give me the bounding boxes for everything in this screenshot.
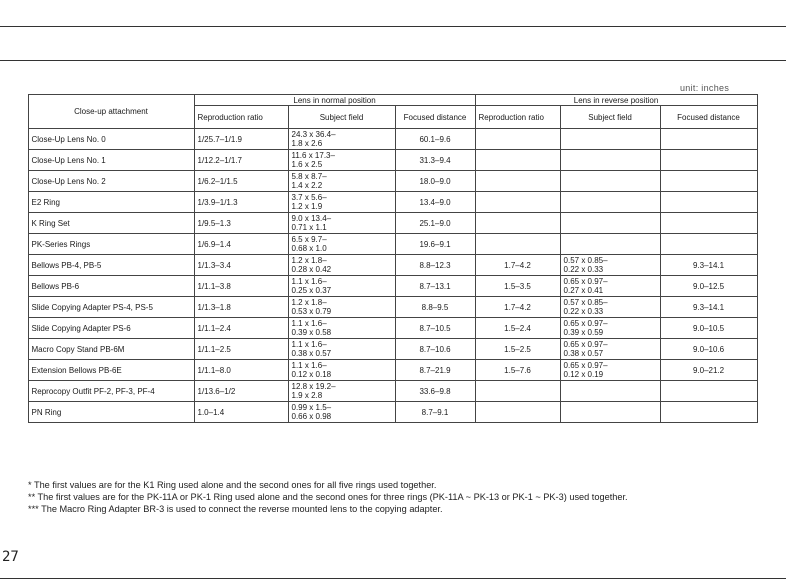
reverse-subject-field — [560, 381, 660, 402]
normal-repro-ratio: 1/1.3–1.8 — [194, 297, 288, 318]
header-attachment: Close-up attachment — [28, 95, 194, 129]
header-reverse-repro: Reproduction ratio — [475, 106, 560, 129]
reverse-repro-ratio: 1.5–2.5 — [475, 339, 560, 360]
reverse-repro-ratio — [475, 129, 560, 150]
attachment-name: Extension Bellows PB-6E — [28, 360, 194, 381]
reverse-repro-ratio: 1.7–4.2 — [475, 255, 560, 276]
table-row — [28, 255, 757, 276]
table-row — [28, 171, 757, 192]
table-row — [28, 318, 757, 339]
normal-subject-field-line-2: 1.8 x 2.6 — [291, 139, 323, 148]
attachment-name: Slide Copying Adapter PS-6 — [28, 318, 194, 339]
normal-subject-field-line-1: 1.1 x 1.6– — [291, 319, 327, 328]
normal-subject-field — [288, 255, 395, 276]
reverse-repro-ratio — [475, 171, 560, 192]
reverse-subject-field — [560, 402, 660, 423]
normal-repro-ratio: 1/6.2–1/1.5 — [194, 171, 288, 192]
normal-focused-distance: 8.7–21.9 — [395, 360, 475, 381]
header-reverse-focused: Focused distance — [660, 106, 757, 129]
reverse-repro-ratio — [475, 150, 560, 171]
attachment-name: K Ring Set — [28, 213, 194, 234]
reverse-focused-distance: 9.0–10.5 — [660, 318, 757, 339]
normal-focused-distance: 19.6–9.1 — [395, 234, 475, 255]
header-normal-repro: Reproduction ratio — [194, 106, 288, 129]
normal-subject-field-line-2: 0.71 x 1.1 — [291, 223, 327, 232]
normal-focused-distance: 8.8–12.3 — [395, 255, 475, 276]
reverse-subject-field-line-1: 0.65 x 0.97– — [563, 340, 608, 349]
attachment-name: Slide Copying Adapter PS-4, PS-5 — [28, 297, 194, 318]
reverse-focused-distance — [660, 234, 757, 255]
normal-subject-field-line-2: 1.6 x 2.5 — [291, 160, 323, 169]
normal-focused-distance: 13.4–9.0 — [395, 192, 475, 213]
normal-subject-field-line-2: 1.4 x 2.2 — [291, 181, 323, 190]
reverse-focused-distance — [660, 381, 757, 402]
normal-subject-field-line-1: 0.99 x 1.5– — [291, 403, 332, 412]
reverse-subject-field — [560, 339, 660, 360]
normal-focused-distance: 8.7–9.1 — [395, 402, 475, 423]
normal-focused-distance: 31.3–9.4 — [395, 150, 475, 171]
normal-focused-distance: 8.7–13.1 — [395, 276, 475, 297]
normal-subject-field — [288, 402, 395, 423]
reverse-subject-field-line-2: 0.38 x 0.57 — [563, 349, 604, 358]
reverse-focused-distance — [660, 171, 757, 192]
normal-subject-field — [288, 150, 395, 171]
reverse-subject-field — [560, 297, 660, 318]
attachment-name: Close-Up Lens No. 1 — [28, 150, 194, 171]
normal-subject-field-line-1: 12.8 x 19.2– — [291, 382, 336, 391]
bottom-rule — [0, 578, 786, 579]
normal-focused-distance: 60.1–9.6 — [395, 129, 475, 150]
normal-repro-ratio: 1/1.3–3.4 — [194, 255, 288, 276]
reverse-subject-field — [560, 360, 660, 381]
reverse-subject-field — [560, 276, 660, 297]
normal-subject-field-line-2: 1.9 x 2.8 — [291, 391, 323, 400]
normal-subject-field-line-1: 5.8 x 8.7– — [291, 172, 327, 181]
reverse-subject-field — [560, 171, 660, 192]
table-row — [28, 129, 757, 150]
normal-repro-ratio: 1/1.1–2.5 — [194, 339, 288, 360]
reverse-repro-ratio: 1.5–2.4 — [475, 318, 560, 339]
normal-subject-field — [288, 381, 395, 402]
table-row — [28, 381, 757, 402]
normal-subject-field-line-1: 1.2 x 1.8– — [291, 298, 327, 307]
attachment-name: Bellows PB-4, PB-5 — [28, 255, 194, 276]
table-row — [28, 339, 757, 360]
normal-subject-field-line-2: 1.2 x 1.9 — [291, 202, 323, 211]
table-row — [28, 402, 757, 423]
reverse-focused-distance: 9.0–21.2 — [660, 360, 757, 381]
footnote-1: * The first values are for the K1 Ring used alone and the second ones for all five rings used together. — [28, 480, 437, 490]
normal-focused-distance: 8.7–10.6 — [395, 339, 475, 360]
normal-subject-field — [288, 318, 395, 339]
reverse-focused-distance — [660, 150, 757, 171]
normal-subject-field-line-1: 3.7 x 5.6– — [291, 193, 327, 202]
reverse-subject-field-line-1: 0.57 x 0.85– — [563, 256, 608, 265]
reverse-subject-field-line-2: 0.22 x 0.33 — [563, 265, 604, 274]
normal-focused-distance: 8.8–9.5 — [395, 297, 475, 318]
reverse-repro-ratio — [475, 192, 560, 213]
reverse-focused-distance: 9.3–14.1 — [660, 255, 757, 276]
reverse-subject-field-line-1: 0.65 x 0.97– — [563, 319, 608, 328]
reverse-subject-field-line-2: 0.39 x 0.59 — [563, 328, 604, 337]
table-row — [28, 150, 757, 171]
attachment-name: Bellows PB-6 — [28, 276, 194, 297]
closeup-spec-table — [28, 94, 758, 423]
reverse-repro-ratio: 1.5–7.6 — [475, 360, 560, 381]
footnote-2: ** The first values are for the PK-11A or PK-1 Ring used alone and the second ones for three rings (PK-11A ~ PK-13 or PK-1 ~ PK-3) used together. — [28, 492, 628, 502]
normal-subject-field-line-2: 0.68 x 1.0 — [291, 244, 327, 253]
reverse-subject-field — [560, 234, 660, 255]
normal-focused-distance: 18.0–9.0 — [395, 171, 475, 192]
normal-subject-field-line-1: 1.2 x 1.8– — [291, 256, 327, 265]
normal-subject-field-line-1: 9.0 x 13.4– — [291, 214, 332, 223]
reverse-repro-ratio: 1.5–3.5 — [475, 276, 560, 297]
table-row — [28, 360, 757, 381]
reverse-subject-field-line-2: 0.12 x 0.19 — [563, 370, 604, 379]
reverse-subject-field — [560, 318, 660, 339]
reverse-subject-field-line-2: 0.22 x 0.33 — [563, 307, 604, 316]
normal-focused-distance: 25.1–9.0 — [395, 213, 475, 234]
reverse-subject-field-line-1: 0.57 x 0.85– — [563, 298, 608, 307]
reverse-repro-ratio — [475, 234, 560, 255]
normal-repro-ratio: 1/9.5–1.3 — [194, 213, 288, 234]
footnote-3: *** The Macro Ring Adapter BR-3 is used to connect the reverse mounted lens to the copying adapter. — [28, 504, 443, 514]
attachment-name: Close-Up Lens No. 0 — [28, 129, 194, 150]
reverse-repro-ratio — [475, 381, 560, 402]
reverse-focused-distance — [660, 402, 757, 423]
normal-repro-ratio: 1/12.2–1/1.7 — [194, 150, 288, 171]
normal-subject-field — [288, 234, 395, 255]
reverse-subject-field-line-1: 0.65 x 0.97– — [563, 361, 608, 370]
table-row — [28, 234, 757, 255]
reverse-focused-distance: 9.0–12.5 — [660, 276, 757, 297]
table-row — [28, 213, 757, 234]
reverse-subject-field — [560, 192, 660, 213]
normal-subject-field-line-1: 6.5 x 9.7– — [291, 235, 327, 244]
normal-subject-field — [288, 276, 395, 297]
normal-subject-field-line-1: 1.1 x 1.6– — [291, 277, 327, 286]
reverse-focused-distance: 9.3–14.1 — [660, 297, 757, 318]
table-row — [28, 192, 757, 213]
normal-subject-field-line-2: 0.39 x 0.58 — [291, 328, 332, 337]
normal-subject-field-line-2: 0.28 x 0.42 — [291, 265, 332, 274]
normal-subject-field — [288, 297, 395, 318]
table-row — [28, 297, 757, 318]
normal-repro-ratio: 1/25.7–1/1.9 — [194, 129, 288, 150]
reverse-subject-field — [560, 255, 660, 276]
reverse-focused-distance — [660, 213, 757, 234]
unit-label: unit: inches — [680, 83, 730, 93]
normal-subject-field — [288, 129, 395, 150]
normal-repro-ratio: 1/3.9–1/1.3 — [194, 192, 288, 213]
normal-subject-field-line-1: 24.3 x 36.4– — [291, 130, 336, 139]
reverse-focused-distance — [660, 129, 757, 150]
footnotes — [28, 479, 778, 515]
reverse-subject-field-line-1: 0.65 x 0.97– — [563, 277, 608, 286]
header-normal-focused: Focused distance — [395, 106, 475, 129]
header-reverse-position: Lens in reverse position — [475, 95, 757, 106]
normal-subject-field-line-1: 11.6 x 17.3– — [291, 151, 335, 160]
normal-subject-field — [288, 192, 395, 213]
normal-repro-ratio: 1/1.1–2.4 — [194, 318, 288, 339]
normal-subject-field-line-2: 0.38 x 0.57 — [291, 349, 332, 358]
normal-subject-field-line-1: 1.1 x 1.6– — [291, 361, 327, 370]
header-normal-position: Lens in normal position — [194, 95, 475, 106]
attachment-name: Close-Up Lens No. 2 — [28, 171, 194, 192]
reverse-subject-field — [560, 150, 660, 171]
header-normal-subject: Subject field — [288, 106, 395, 129]
reverse-repro-ratio — [475, 213, 560, 234]
attachment-name: E2 Ring — [28, 192, 194, 213]
normal-repro-ratio: 1/1.1–8.0 — [194, 360, 288, 381]
reverse-repro-ratio — [475, 402, 560, 423]
normal-focused-distance: 33.6–9.8 — [395, 381, 475, 402]
normal-subject-field-line-2: 0.66 x 0.98 — [291, 412, 332, 421]
reverse-subject-field — [560, 213, 660, 234]
attachment-name: Macro Copy Stand PB-6M — [28, 339, 194, 360]
normal-repro-ratio: 1.0–1.4 — [194, 402, 288, 423]
normal-repro-ratio: 1/1.1–3.8 — [194, 276, 288, 297]
normal-focused-distance: 8.7–10.5 — [395, 318, 475, 339]
top-rule — [0, 26, 786, 27]
second-rule — [0, 60, 786, 61]
normal-subject-field-line-2: 0.25 x 0.37 — [291, 286, 332, 295]
attachment-name: PK-Series Rings — [28, 234, 194, 255]
attachment-name: Reprocopy Outfit PF-2, PF-3, PF-4 — [28, 381, 194, 402]
reverse-repro-ratio: 1.7–4.2 — [475, 297, 560, 318]
attachment-name: PN Ring — [28, 402, 194, 423]
table-row — [28, 276, 757, 297]
normal-subject-field — [288, 360, 395, 381]
normal-repro-ratio: 1/13.6–1/2 — [194, 381, 288, 402]
reverse-focused-distance — [660, 192, 757, 213]
page-number: 27 — [2, 549, 19, 565]
normal-subject-field — [288, 213, 395, 234]
reverse-subject-field-line-2: 0.27 x 0.41 — [563, 286, 604, 295]
reverse-focused-distance: 9.0–10.6 — [660, 339, 757, 360]
normal-repro-ratio: 1/6.9–1.4 — [194, 234, 288, 255]
normal-subject-field — [288, 171, 395, 192]
reverse-subject-field — [560, 129, 660, 150]
normal-subject-field-line-1: 1.1 x 1.6– — [291, 340, 327, 349]
normal-subject-field-line-2: 0.12 x 0.18 — [291, 370, 332, 379]
normal-subject-field — [288, 339, 395, 360]
normal-subject-field-line-2: 0.53 x 0.79 — [291, 307, 332, 316]
header-reverse-subject: Subject field — [560, 106, 660, 129]
